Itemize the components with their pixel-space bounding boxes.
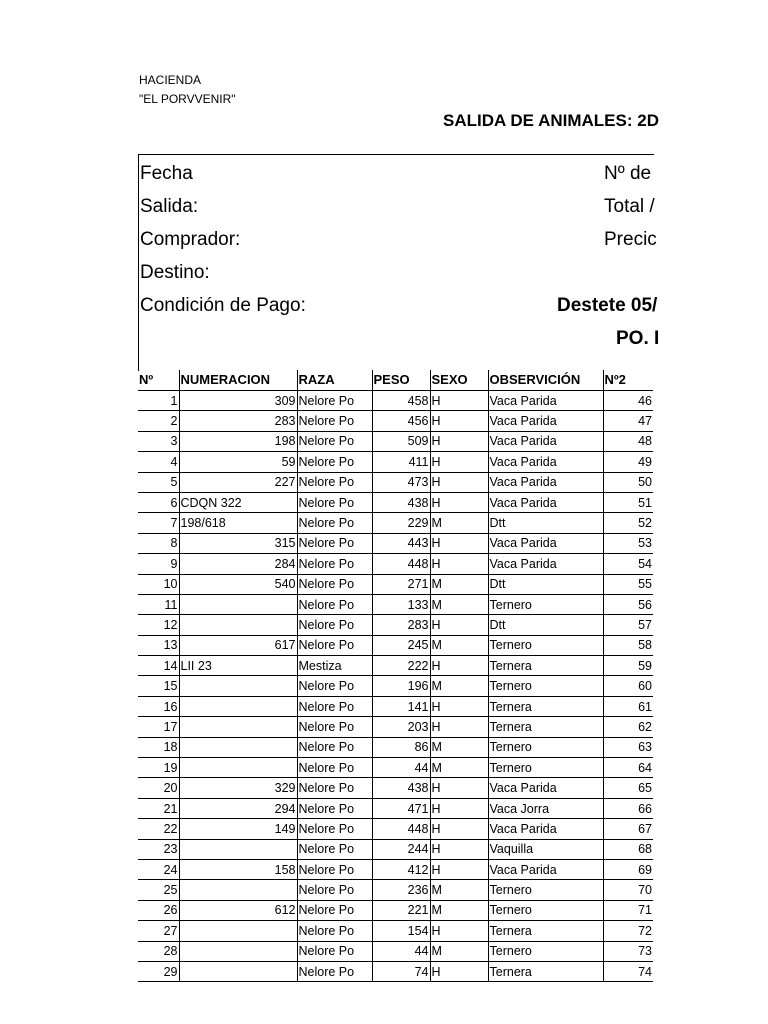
table-row — [138, 778, 653, 798]
observacion-cell: Ternero — [488, 900, 603, 920]
numero2-cell: 63 — [603, 737, 653, 757]
numeracion-cell — [179, 941, 297, 961]
peso-cell: 141 — [372, 696, 430, 716]
row-number-cell: 8 — [138, 533, 179, 553]
table-row — [138, 411, 653, 431]
peso-cell: 283 — [372, 615, 430, 635]
precio-label: Precic — [604, 229, 657, 250]
raza-cell: Nelore Po — [297, 758, 372, 778]
peso-cell: 443 — [372, 533, 430, 553]
numeracion-cell — [179, 594, 297, 614]
observacion-cell: Vaca Parida — [488, 778, 603, 798]
peso-cell: 154 — [372, 921, 430, 941]
raza-cell: Nelore Po — [297, 431, 372, 451]
numeracion-cell: 294 — [179, 798, 297, 818]
peso-cell: 236 — [372, 880, 430, 900]
row-number-cell: 26 — [138, 900, 179, 920]
sexo-cell: H — [430, 656, 488, 676]
numero2-cell: 53 — [603, 533, 653, 553]
peso-cell: 245 — [372, 635, 430, 655]
table-header-row — [138, 370, 653, 391]
observacion-cell: Dtt — [488, 574, 603, 594]
row-number-cell: 19 — [138, 758, 179, 778]
table-row — [138, 819, 653, 839]
raza-cell: Nelore Po — [297, 696, 372, 716]
peso-cell: 221 — [372, 900, 430, 920]
table-row — [138, 513, 653, 533]
raza-cell: Nelore Po — [297, 635, 372, 655]
table-row — [138, 391, 653, 411]
sexo-cell: H — [430, 391, 488, 411]
numero-label: Nº de — [604, 163, 652, 184]
observacion-cell: Vaquilla — [488, 839, 603, 859]
observacion-cell: Ternero — [488, 880, 603, 900]
observacion-cell: Dtt — [488, 615, 603, 635]
sexo-cell: H — [430, 615, 488, 635]
row-number-cell: 29 — [138, 961, 179, 981]
observacion-cell: Vaca Parida — [488, 472, 603, 492]
row-number-cell: 4 — [138, 452, 179, 472]
row-number-cell: 24 — [138, 859, 179, 879]
raza-cell: Nelore Po — [297, 513, 372, 533]
sexo-cell: H — [430, 839, 488, 859]
raza-cell: Nelore Po — [297, 452, 372, 472]
peso-cell: 44 — [372, 941, 430, 961]
numeracion-cell: 612 — [179, 900, 297, 920]
numeracion-cell: 309 — [179, 391, 297, 411]
peso-cell: 448 — [372, 819, 430, 839]
raza-cell: Nelore Po — [297, 411, 372, 431]
peso-cell: 509 — [372, 431, 430, 451]
table-row — [138, 880, 653, 900]
observacion-cell: Ternera — [488, 656, 603, 676]
peso-cell: 471 — [372, 798, 430, 818]
table-row — [138, 635, 653, 655]
numero2-cell: 51 — [603, 492, 653, 512]
observacion-cell: Vaca Parida — [488, 391, 603, 411]
row-number-cell: 15 — [138, 676, 179, 696]
sexo-cell: H — [430, 859, 488, 879]
row-number-cell: 23 — [138, 839, 179, 859]
row-number-cell: 28 — [138, 941, 179, 961]
numeracion-cell: LII 23 — [179, 656, 297, 676]
sexo-cell: H — [430, 778, 488, 798]
table-row — [138, 859, 653, 879]
peso-cell: 133 — [372, 594, 430, 614]
table-row — [138, 431, 653, 451]
table-row — [138, 676, 653, 696]
numeracion-cell: 149 — [179, 819, 297, 839]
peso-cell: 203 — [372, 717, 430, 737]
raza-cell: Nelore Po — [297, 533, 372, 553]
column-header: RAZA — [297, 370, 372, 391]
column-header: OBSERVICIÓN — [488, 370, 603, 391]
raza-cell: Nelore Po — [297, 798, 372, 818]
table-row — [138, 594, 653, 614]
observacion-cell: Vaca Parida — [488, 431, 603, 451]
peso-cell: 74 — [372, 961, 430, 981]
numero2-cell: 60 — [603, 676, 653, 696]
peso-cell: 229 — [372, 513, 430, 533]
row-number-cell: 22 — [138, 819, 179, 839]
sexo-cell: H — [430, 452, 488, 472]
row-number-cell: 16 — [138, 696, 179, 716]
row-number-cell: 10 — [138, 574, 179, 594]
raza-cell: Nelore Po — [297, 615, 372, 635]
peso-cell: 448 — [372, 554, 430, 574]
sexo-cell: M — [430, 513, 488, 533]
raza-cell: Nelore Po — [297, 839, 372, 859]
row-number-cell: 3 — [138, 431, 179, 451]
raza-cell: Mestiza — [297, 656, 372, 676]
observacion-cell: Ternero — [488, 594, 603, 614]
comprador-label: Comprador: — [140, 229, 241, 250]
row-number-cell: 18 — [138, 737, 179, 757]
numeracion-cell — [179, 839, 297, 859]
observacion-cell: Dtt — [488, 513, 603, 533]
numeracion-cell: 198 — [179, 431, 297, 451]
row-number-cell: 21 — [138, 798, 179, 818]
row-number-cell: 13 — [138, 635, 179, 655]
observacion-cell: Ternera — [488, 717, 603, 737]
table-row — [138, 533, 653, 553]
numero2-cell: 47 — [603, 411, 653, 431]
numero2-cell: 68 — [603, 839, 653, 859]
sexo-cell: M — [430, 574, 488, 594]
table-row — [138, 452, 653, 472]
table-row — [138, 798, 653, 818]
numero2-cell: 71 — [603, 900, 653, 920]
column-header: Nº2 — [603, 370, 653, 391]
raza-cell: Nelore Po — [297, 717, 372, 737]
table-row — [138, 696, 653, 716]
raza-cell: Nelore Po — [297, 961, 372, 981]
numero2-cell: 57 — [603, 615, 653, 635]
raza-cell: Nelore Po — [297, 880, 372, 900]
numeracion-cell — [179, 880, 297, 900]
observacion-cell: Vaca Parida — [488, 554, 603, 574]
numero2-cell: 56 — [603, 594, 653, 614]
peso-cell: 473 — [372, 472, 430, 492]
numeracion-cell: 315 — [179, 533, 297, 553]
page-title: SALIDA DE ANIMALES: 2D — [443, 111, 659, 130]
peso-cell: 44 — [372, 758, 430, 778]
numeracion-cell: CDQN 322 — [179, 492, 297, 512]
table-row — [138, 574, 653, 594]
observacion-cell: Vaca Parida — [488, 452, 603, 472]
destete-label: Destete 05/ — [557, 295, 658, 316]
numero2-cell: 72 — [603, 921, 653, 941]
destino-label: Destino: — [140, 262, 210, 283]
numero2-cell: 54 — [603, 554, 653, 574]
peso-cell: 244 — [372, 839, 430, 859]
numeracion-cell — [179, 961, 297, 981]
sexo-cell: H — [430, 798, 488, 818]
numero2-cell: 46 — [603, 391, 653, 411]
salida-label: Salida: — [140, 196, 199, 217]
numeracion-cell — [179, 758, 297, 778]
numero2-cell: 66 — [603, 798, 653, 818]
observacion-cell: Ternero — [488, 758, 603, 778]
numeracion-cell: 329 — [179, 778, 297, 798]
table-row — [138, 961, 653, 981]
numeracion-cell — [179, 921, 297, 941]
po-label: PO. I — [616, 328, 660, 349]
raza-cell: Nelore Po — [297, 819, 372, 839]
observacion-cell: Vaca Jorra — [488, 798, 603, 818]
peso-cell: 86 — [372, 737, 430, 757]
numeracion-cell: 283 — [179, 411, 297, 431]
fecha-label: Fecha — [140, 163, 193, 184]
row-number-cell: 5 — [138, 472, 179, 492]
condicion-pago-label: Condición de Pago: — [140, 295, 306, 316]
raza-cell: Nelore Po — [297, 594, 372, 614]
raza-cell: Nelore Po — [297, 778, 372, 798]
table-row — [138, 717, 653, 737]
row-number-cell: 9 — [138, 554, 179, 574]
numeracion-cell — [179, 676, 297, 696]
raza-cell: Nelore Po — [297, 574, 372, 594]
observacion-cell: Ternero — [488, 676, 603, 696]
sexo-cell: M — [430, 880, 488, 900]
table-row — [138, 900, 653, 920]
sexo-cell: M — [430, 635, 488, 655]
hacienda-label: HACIENDA — [139, 73, 202, 87]
peso-cell: 271 — [372, 574, 430, 594]
numero2-cell: 49 — [603, 452, 653, 472]
numero2-cell: 73 — [603, 941, 653, 961]
numeracion-cell — [179, 696, 297, 716]
table-row — [138, 758, 653, 778]
sexo-cell: M — [430, 594, 488, 614]
table-row — [138, 615, 653, 635]
peso-cell: 412 — [372, 859, 430, 879]
table-row — [138, 656, 653, 676]
numero2-cell: 65 — [603, 778, 653, 798]
observacion-cell: Vaca Parida — [488, 533, 603, 553]
sexo-cell: H — [430, 533, 488, 553]
observacion-cell: Vaca Parida — [488, 411, 603, 431]
sexo-cell: M — [430, 758, 488, 778]
observacion-cell: Vaca Parida — [488, 859, 603, 879]
animals-table — [138, 370, 653, 982]
numero2-cell: 64 — [603, 758, 653, 778]
raza-cell: Nelore Po — [297, 900, 372, 920]
column-header: Nº — [138, 370, 179, 391]
row-number-cell: 11 — [138, 594, 179, 614]
row-number-cell: 1 — [138, 391, 179, 411]
peso-cell: 456 — [372, 411, 430, 431]
numeracion-cell — [179, 737, 297, 757]
row-number-cell: 20 — [138, 778, 179, 798]
sexo-cell: M — [430, 676, 488, 696]
raza-cell: Nelore Po — [297, 941, 372, 961]
sexo-cell: H — [430, 819, 488, 839]
row-number-cell: 6 — [138, 492, 179, 512]
numeracion-cell — [179, 615, 297, 635]
sexo-cell: H — [430, 554, 488, 574]
numero2-cell: 69 — [603, 859, 653, 879]
observacion-cell: Ternera — [488, 696, 603, 716]
total-label: Total / — [604, 196, 655, 217]
row-number-cell: 17 — [138, 717, 179, 737]
raza-cell: Nelore Po — [297, 859, 372, 879]
raza-cell: Nelore Po — [297, 554, 372, 574]
raza-cell: Nelore Po — [297, 391, 372, 411]
peso-cell: 438 — [372, 492, 430, 512]
raza-cell: Nelore Po — [297, 921, 372, 941]
numero2-cell: 62 — [603, 717, 653, 737]
sexo-cell: H — [430, 696, 488, 716]
info-box — [138, 154, 660, 371]
peso-cell: 196 — [372, 676, 430, 696]
sexo-cell: M — [430, 737, 488, 757]
numeracion-cell — [179, 717, 297, 737]
row-number-cell: 2 — [138, 411, 179, 431]
sexo-cell: H — [430, 411, 488, 431]
observacion-cell: Ternero — [488, 635, 603, 655]
observacion-cell: Ternero — [488, 941, 603, 961]
column-header: SEXO — [430, 370, 488, 391]
numero2-cell: 67 — [603, 819, 653, 839]
sexo-cell: M — [430, 941, 488, 961]
table-row — [138, 921, 653, 941]
table-row — [138, 941, 653, 961]
peso-cell: 222 — [372, 656, 430, 676]
table-row — [138, 737, 653, 757]
column-header: PESO — [372, 370, 430, 391]
sexo-cell: H — [430, 472, 488, 492]
hacienda-header — [139, 71, 236, 109]
numero2-cell: 61 — [603, 696, 653, 716]
raza-cell: Nelore Po — [297, 676, 372, 696]
raza-cell: Nelore Po — [297, 492, 372, 512]
row-number-cell: 27 — [138, 921, 179, 941]
numeracion-cell: 284 — [179, 554, 297, 574]
sexo-cell: H — [430, 717, 488, 737]
sexo-cell: M — [430, 900, 488, 920]
numeracion-cell: 540 — [179, 574, 297, 594]
numero2-cell: 74 — [603, 961, 653, 981]
raza-cell: Nelore Po — [297, 737, 372, 757]
table-row — [138, 554, 653, 574]
numero2-cell: 50 — [603, 472, 653, 492]
table-row — [138, 839, 653, 859]
numero2-cell: 59 — [603, 656, 653, 676]
numeracion-cell: 59 — [179, 452, 297, 472]
row-number-cell: 14 — [138, 656, 179, 676]
sexo-cell: H — [430, 921, 488, 941]
numero2-cell: 55 — [603, 574, 653, 594]
numeracion-cell: 617 — [179, 635, 297, 655]
observacion-cell: Vaca Parida — [488, 492, 603, 512]
observacion-cell: Vaca Parida — [488, 819, 603, 839]
numero2-cell: 70 — [603, 880, 653, 900]
sexo-cell: H — [430, 492, 488, 512]
hacienda-name: "EL PORVVENIR" — [139, 92, 236, 106]
numero2-cell: 58 — [603, 635, 653, 655]
table-row — [138, 492, 653, 512]
numero2-cell: 48 — [603, 431, 653, 451]
numero2-cell: 52 — [603, 513, 653, 533]
row-number-cell: 12 — [138, 615, 179, 635]
peso-cell: 458 — [372, 391, 430, 411]
row-number-cell: 7 — [138, 513, 179, 533]
column-header: NUMERACION — [179, 370, 297, 391]
peso-cell: 411 — [372, 452, 430, 472]
raza-cell: Nelore Po — [297, 472, 372, 492]
numeracion-cell: 227 — [179, 472, 297, 492]
sexo-cell: H — [430, 431, 488, 451]
sexo-cell: H — [430, 961, 488, 981]
observacion-cell: Ternero — [488, 737, 603, 757]
table-row — [138, 472, 653, 492]
numeracion-cell: 158 — [179, 859, 297, 879]
observacion-cell: Ternera — [488, 961, 603, 981]
peso-cell: 438 — [372, 778, 430, 798]
observacion-cell: Ternera — [488, 921, 603, 941]
row-number-cell: 25 — [138, 880, 179, 900]
animals-table-container — [138, 370, 653, 982]
table-body — [138, 391, 653, 982]
numeracion-cell: 198/618 — [179, 513, 297, 533]
